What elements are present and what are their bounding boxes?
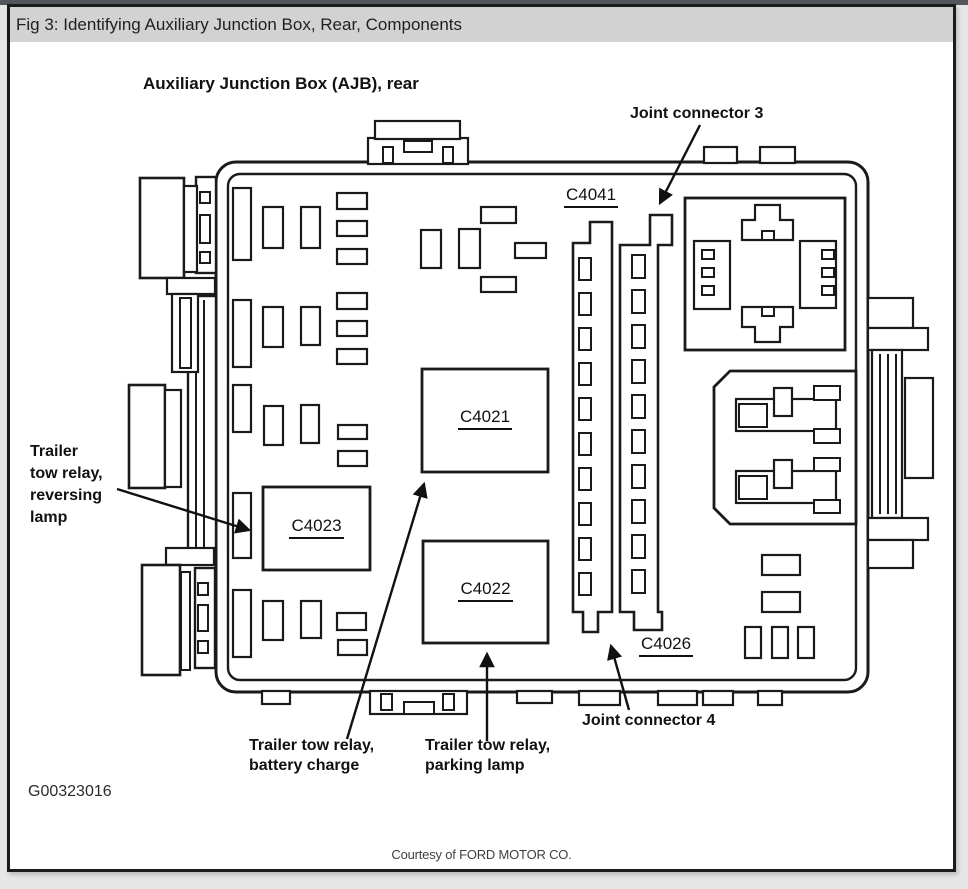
callout-joint-connector-4: Joint connector 4 [582, 712, 716, 729]
right-external-connector [868, 298, 933, 568]
top-edge-connector [368, 121, 468, 164]
label-c4026: C4026 [639, 634, 693, 657]
relay-socket-panel-top-right [685, 198, 845, 350]
label-c4021: C4021 [422, 407, 548, 430]
callout-trailer-tow-relay-reversing-lamp: Trailer tow relay, reversing lamp [30, 443, 103, 526]
left-external-connectors [129, 177, 216, 675]
label-c4023: C4023 [263, 516, 370, 539]
callout-joint-connector-3: Joint connector 3 [630, 105, 764, 122]
callout-trailer-tow-relay-battery-charge: Trailer tow relay, battery charge [249, 737, 375, 774]
relay-panel-mid-right [714, 371, 856, 524]
joint-connector-left-strip [573, 222, 612, 632]
courtesy-credit: Courtesy of FORD MOTOR CO. [391, 847, 572, 862]
figure-id: G00323016 [28, 783, 112, 800]
figure-title: Fig 3: Identifying Auxiliary Junction Box, Rear, Components [16, 15, 463, 34]
callout-trailer-tow-relay-parking-lamp: Trailer tow relay, parking lamp [425, 737, 551, 774]
label-c4041: C4041 [564, 185, 618, 208]
label-c4022: C4022 [423, 579, 548, 602]
diagram-heading: Auxiliary Junction Box (AJB), rear [143, 74, 419, 93]
bottom-edge-connector [370, 691, 467, 714]
